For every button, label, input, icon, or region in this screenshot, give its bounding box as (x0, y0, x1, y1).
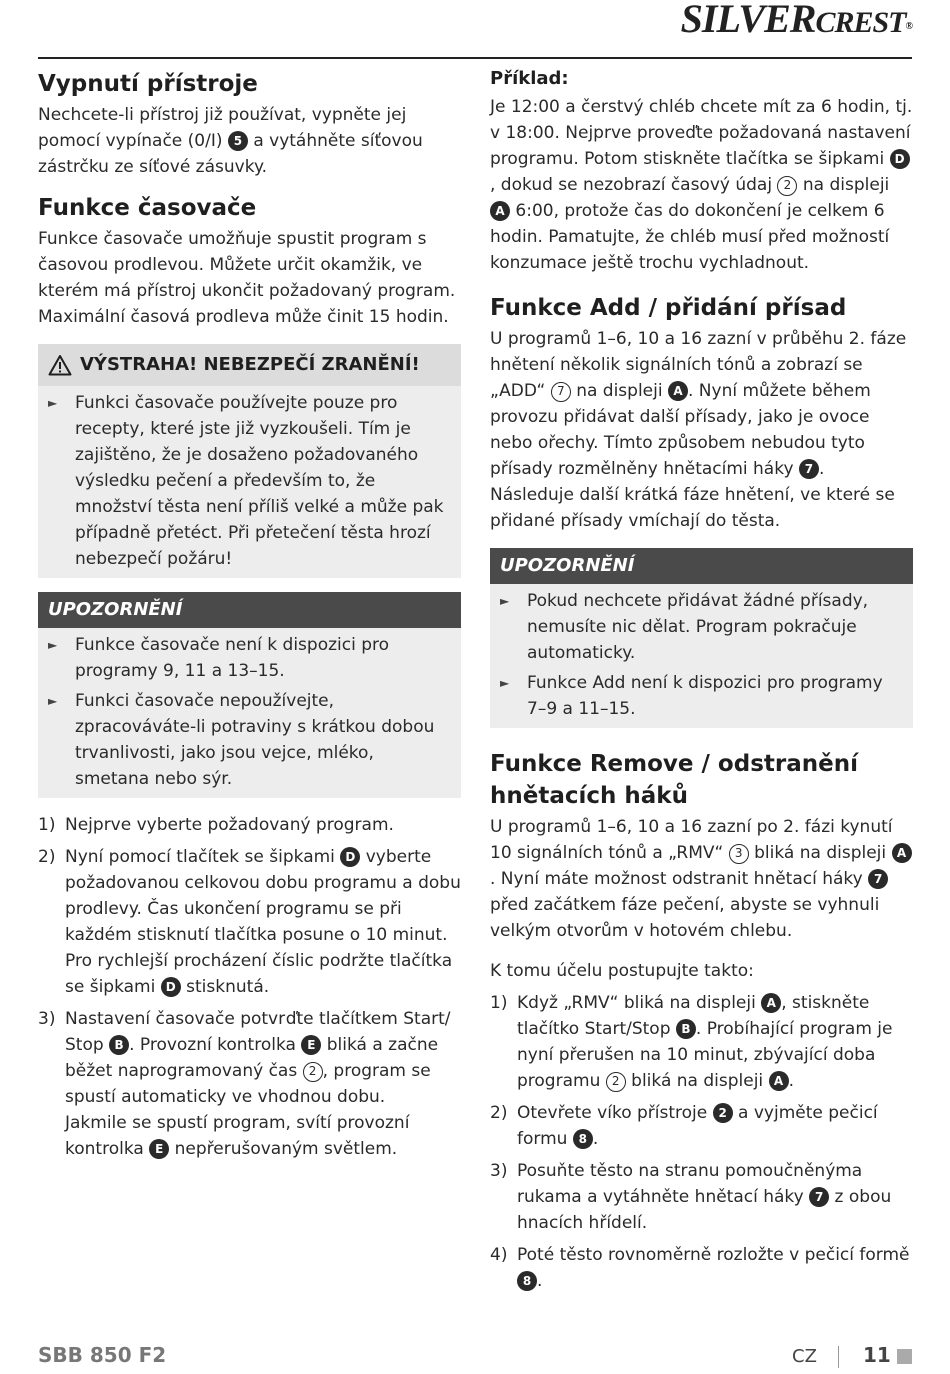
bullet-arrow-icon: ► (48, 396, 58, 410)
note-item: ► Funkci časovače nepoužívejte, zpracováváte-li potraviny s krátkou dobou trvanlivosti, jako jsou vejce, mléko, smetana nebo sýr. (38, 684, 461, 792)
footer-divider (838, 1346, 839, 1368)
circle-outline-2-icon: 2 (303, 1062, 323, 1082)
circle-7-icon: 7 (799, 459, 819, 479)
paragraph-intro: K tomu účelu postupujte takto: (490, 961, 754, 981)
circle-b-icon: B (109, 1035, 129, 1055)
page-square-icon (897, 1349, 912, 1364)
paragraph-casovac: Funkce časovače umožňuje spustit program s časovou prodlevou. Můžete určit okamžik, ve kterém má přístroj ukončit požadovaný program. Maximální časová prodleva může činit 15 hodin. (38, 229, 456, 327)
circle-outline-2-icon: 2 (606, 1072, 626, 1092)
circle-d-icon: D (890, 149, 910, 169)
circle-7-icon: 7 (809, 1187, 829, 1207)
remove-step-1: 1) Když „RMV“ bliká na displeji A , stiskněte tlačítko Start/Stop B . Probíhající program je nyní přerušen na 10 minut, zbývající doba programu 2 bliká na displeji A . (490, 993, 893, 1091)
circle-outline-2-icon: 2 (777, 176, 797, 196)
circle-b-icon: B (676, 1019, 696, 1039)
left-column (38, 66, 461, 1162)
footer-model: SBB 850 F2 (38, 1343, 167, 1367)
circle-a-icon: A (668, 381, 688, 401)
bullet-arrow-icon: ► (500, 594, 510, 608)
step-2: 2) Nyní pomocí tlačítek se šipkami D vyberte požadovanou celkovou dobu programu a dobu prodlevy. Čas ukončení programu se při každém stisknutí tlačítka posune o 10 minut. Pro rychlejší procházení číslic podržte tlačítka se šipkami D stisknutá. (38, 847, 461, 997)
warning-header: VÝSTRAHA! NEBEZPEČÍ ZRANĚNÍ! (38, 344, 461, 386)
paragraph-vypnuti: Nechcete-li přístroj již používat, vypněte jej pomocí vypínače (0/I) 5 a vytáhněte síťovou zástrčku ze síťové zásuvky. (38, 105, 423, 177)
paragraph-priklad: Je 12:00 a čerstvý chléb chcete mít za 6 hodin, tj. v 18:00. Nejprve proveďte požadovaná nastavení programu. Potom stiskněte tlačítka se šipkami D, dokud se nezobrazí časový údaj 2 na displeji A 6:00, protože čas do dokončení je celkem 6 hodin. Pamatujte, že chléb musí před možností konzumace ještě trochu vychladnout. (490, 97, 913, 273)
bullet-arrow-icon: ► (500, 676, 510, 690)
note-item: ► Funkce časovače není k dispozici pro programy 9, 11 a 13–15. (38, 628, 461, 684)
circle-outline-3-icon: 3 (729, 844, 749, 864)
circle-a-icon: A (761, 993, 781, 1013)
circle-d-icon: D (161, 977, 181, 997)
brand-logo: SILVERCREST® (680, 0, 912, 41)
step-1: 1) Nejprve vyberte požadovaný program. (38, 815, 394, 835)
heading-remove: Funkce Remove / odstranění hnětacích háků (490, 751, 858, 809)
circle-a-icon: A (769, 1071, 789, 1091)
step-3: 3) Nastavení časovače potvrďte tlačítkem Start/ Stop B . Provozní kontrolka E bliká a začne běžet naprogramovaný čas 2 , program se spustí automaticky ve vhodnou dobu. Jakmile se spustí program, svítí provozní kontrolka E nepřerušovaným světlem. (38, 1009, 451, 1159)
heading-vypnuti: Vypnutí přístroje (38, 71, 258, 97)
circle-d-icon: D (340, 847, 360, 867)
circle-outline-7-icon: 7 (551, 382, 571, 402)
note-box (38, 592, 461, 798)
note-box (490, 548, 913, 728)
heading-add: Funkce Add / přidání přísad (490, 295, 847, 321)
heading-casovac: Funkce časovače (38, 195, 257, 221)
circle-e-icon: E (149, 1139, 169, 1159)
circle-8-icon: 8 (517, 1271, 537, 1291)
footer-language: CZ (792, 1346, 817, 1367)
circle-8-icon: 8 (573, 1129, 593, 1149)
note-header: UPOZORNĚNÍ (38, 592, 461, 628)
note-item: ► Pokud nechcete přidávat žádné přísady, nemusíte nic dělat. Program pokračuje automaticky. (490, 584, 913, 666)
paragraph-add: U programů 1–6, 10 a 16 zazní v průběhu 2. fáze hnětení několik signálních tónů a zobrazí se „ADD“ 7 na displeji A . Nyní můžete během provozu přidávat další přísady, jako je ovoce nebo ořechy. Tímto způsobem nebudou tyto přísady rozmělněny hnětacími háky 7 . Následuje další krátká fáze hnětení, ve které se přidané přísady vmíchají do těsta. (490, 329, 907, 531)
paragraph-remove: U programů 1–6, 10 a 16 zazní po 2. fázi kynutí 10 signálních tónů a „RMV“ 3 bliká na displeji A. Nyní máte možnost odstranit hnětací háky 7 před začátkem fáze pečení, abyste se vyhnuli velkým otvorům v hotovém chlebu. (490, 814, 913, 944)
circle-7-icon: 7 (868, 869, 888, 889)
warning-item: ► Funkci časovače používejte pouze pro recepty, které jste již vyzkoušeli. Tím je zajištěno, že je dosaženo požadovaného výsledku pečení a především to, že množství těsta není příliš velké a může pak případně přetéct. Při přetečení těsta hrozí nebezpečí požáru! (38, 386, 461, 572)
circle-e-icon: E (301, 1035, 321, 1055)
circle-2-icon: 2 (713, 1103, 733, 1123)
bullet-arrow-icon: ► (48, 694, 58, 708)
circle-a-icon: A (892, 843, 912, 863)
remove-step-3: 3) Posuňte těsto na stranu pomoučněnýma rukama a vytáhněte hnětací háky 7 z obou hnacích hřídelí. (490, 1161, 892, 1233)
remove-step-2: 2) Otevřete víko přístroje 2 a vyjměte pečicí formu 8 . (490, 1103, 878, 1149)
remove-step-4: 4) Poté těsto rovnoměrně rozložte v pečicí formě 8 . (490, 1245, 910, 1291)
page-number: 11 (863, 1343, 891, 1367)
note-item: ► Funkce Add není k dispozici pro programy 7–9 a 11–15. (490, 666, 913, 722)
note-header: UPOZORNĚNÍ (490, 548, 913, 584)
warning-triangle-icon (48, 354, 72, 376)
header-rule (38, 57, 912, 59)
warning-box (38, 344, 461, 578)
circle-5-icon: 5 (228, 131, 248, 151)
bullet-arrow-icon: ► (48, 638, 58, 652)
heading-priklad: Příklad: (490, 68, 569, 89)
right-column (490, 66, 913, 1294)
circle-a-icon: A (490, 201, 510, 221)
